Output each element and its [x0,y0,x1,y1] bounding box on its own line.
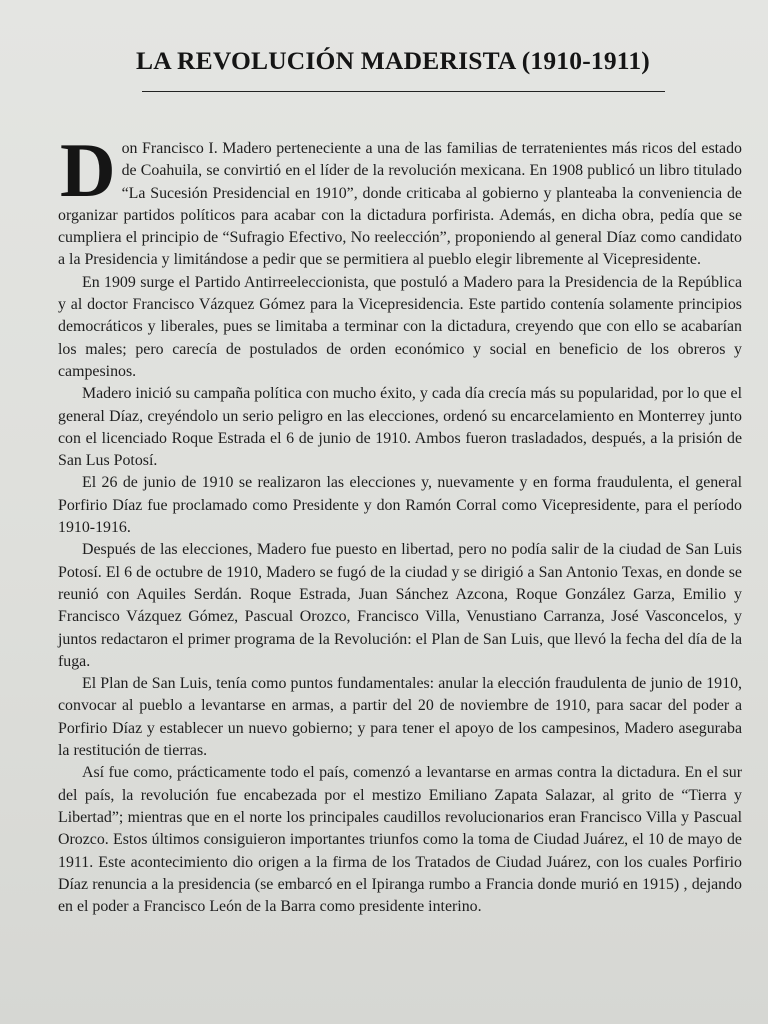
paragraph-1-text: on Francisco I. Madero perteneciente a una de las familias de terratenientes más ricos del estado de Coahuila, se convirtió en el líder de la revolución mexicana. En 1908 publicó un libro titulado “La Sucesión Presidencial en 1910”, donde criticaba al gobierno y planteaba la conveniencia de organizar partidos políticos para acabar con la dictadura porfirista. Además, en dicha obra, pedía que se cumpliera el principio de “Sufragio Efectivo, No reelección”, proponiendo al general Díaz como candidato a la Presidencia y limitándose a pedir que se permitiera al pueblo elegir libremente al Vicepresidente. [58,140,742,269]
paragraph-1 [58,127,742,272]
paragraph-7: Así fue como, prácticamente todo el país, comenzó a levantarse en armas contra la dictadura. En el sur del país, la revolución fue encabezada por el mestizo Emiliano Zapata Salazar, al grito de “Tierra y Libertad”; mientras que en el norte los principales caudillos revolucionarios eran Francisco Villa y Pascual Orozco. Estos últimos consiguieron importantes triunfos como la toma de Ciudad Juárez, el 10 de mayo de 1911. Este acontecimiento dio origen a la firma de los Tratados de Ciudad Juárez, con los cuales Porfirio Díaz renuncia a la presidencia (se embarcó en el Ipiranga rumbo a Francia donde murió en 1915) , dejando en el poder a Francisco León de la Barra como presidente interino. [58,764,742,916]
drop-cap: D [60,127,116,213]
paragraph-3: Madero inició su campaña política con mucho éxito, y cada día crecía más su popularidad, por lo que el general Díaz, creyéndolo un serio peligro en las elecciones, ordenó su encarcelamiento en Monterrey junto con el licenciado Roque Estrada el 6 de junio de 1910. Ambos fueron trasladados, después, a la prisión de San Lus Potosí. [58,385,742,470]
article-body [58,127,742,918]
paragraph-6: El Plan de San Luis, tenía como puntos fundamentales: anular la elección fraudulenta de junio de 1910, convocar al pueblo a levantarse en armas, a partir del 20 de noviembre de 1910, para sacar del poder a Porfirio Díaz y establecer un nuevo gobierno; y para tener el apoyo de los campesinos, Madero aseguraba la restitución de tierras. [58,675,742,760]
paragraph-5: Después de las elecciones, Madero fue puesto en libertad, pero no podía salir de la ciudad de San Luis Potosí. El 6 de octubre de 1910, Madero se fugó de la ciudad y se dirigió a San Antonio Texas, en donde se reunió con Aquiles Serdán. Roque Estrada, Juan Sánchez Azcona, Roque González Garza, Emilio y Francisco Vázquez Gómez, Pascual Orozco, Francisco Villa, Venustiano Carranza, José Vasconcelos, y juntos redactaron el primer programa de la Revolución: el Plan de San Luis, que llevó la fecha del día de la fuga. [58,541,742,670]
paragraph-2: En 1909 surge el Partido Antirreeleccionista, que postuló a Madero para la Presidencia de la República y al doctor Francisco Vázquez Gómez para la Vicepresidencia. Este partido contenía solamente principios democráticos y liberales, pues se limitaba a terminar con la dictadura, creyendo que con ello se acabarían los males; pero carecía de postulados de orden económico y social en beneficio de los obreros y campesinos. [58,273,742,380]
page-title: LA REVOLUCIÓN MADERISTA (1910-1911) [136,46,650,75]
paragraph-4: El 26 de junio de 1910 se realizaron las elecciones y, nuevamente y en forma fraudulenta, el general Porfirio Díaz fue proclamado como Presidente y don Ramón Corral como Vicepresidente, para el período 1910-1916. [58,474,742,537]
title-underline [142,91,665,92]
